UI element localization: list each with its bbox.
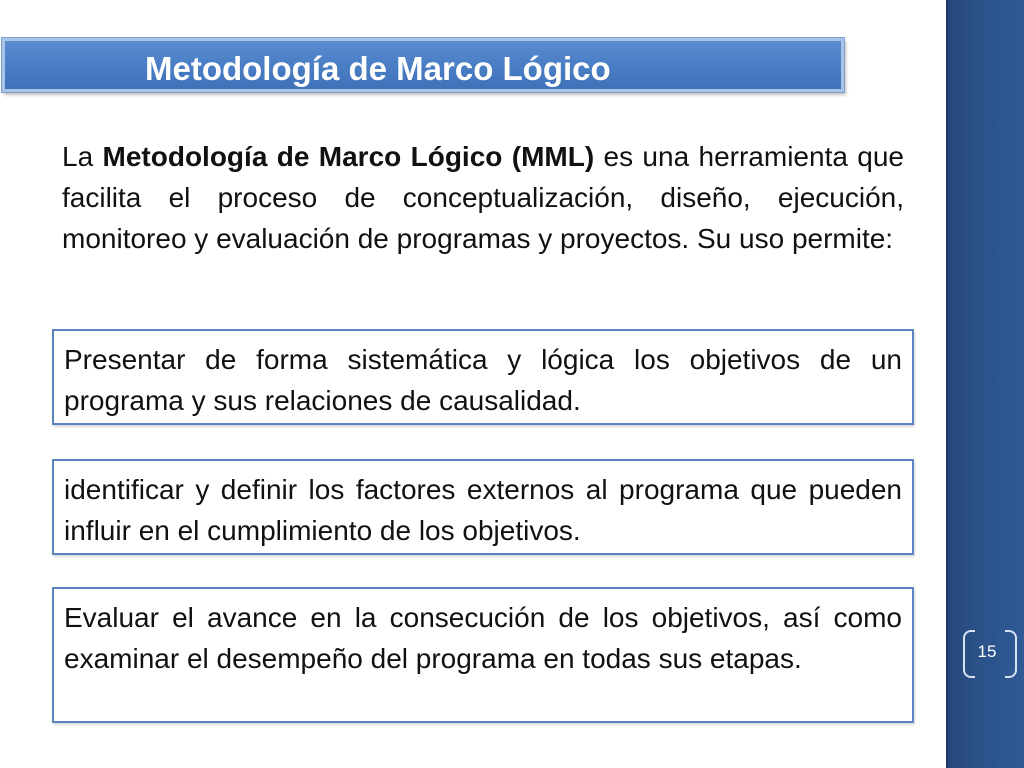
page-number-badge [955, 628, 1019, 680]
point-box-3: Evaluar el avance en la consecución de los objetivos, así como examinar el desempeño del programa en todas sus etapas. [52, 587, 914, 723]
slide-title: Metodología de Marco Lógico [145, 50, 611, 87]
intro-suffix: es una herramienta que facilita el proceso de conceptualización, diseño, ejecución, monitoreo y evaluación de programas y proyectos. Su uso permite: [62, 141, 904, 254]
point-box-1: Presentar de forma sistemática y lógica los objetivos de un programa y sus relaciones de causalidad. [52, 329, 914, 425]
point-box-2: identificar y definir los factores externos al programa que pueden influir en el cumplimiento de los objetivos. [52, 459, 914, 555]
title-banner [2, 38, 844, 92]
intro-paragraph [62, 136, 904, 259]
page-number: 15 [977, 642, 997, 661]
intro-bold-term: Metodología de Marco Lógico (MML) [102, 141, 595, 172]
intro-prefix: La [62, 141, 103, 172]
